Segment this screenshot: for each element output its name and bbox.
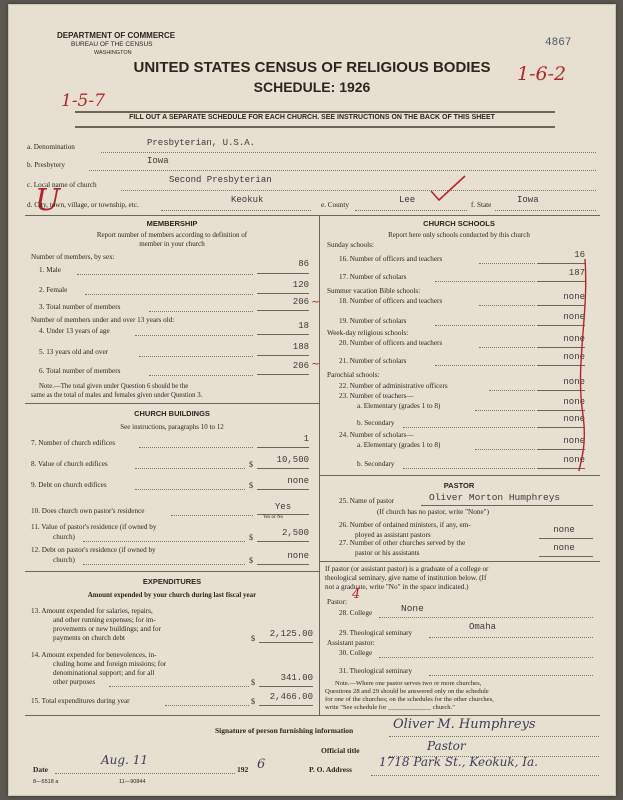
q14-dollar: $ <box>251 678 255 687</box>
buildings-subtitle: See instructions, paragraphs 10 to 12 <box>120 423 224 431</box>
form-number-2: 11—90844 <box>119 779 146 785</box>
q11-value: 2,500 <box>281 528 309 538</box>
stamp-number: 4867 <box>545 37 572 49</box>
census-schedule-sheet <box>8 4 616 796</box>
bureau-name: BUREAU OF THE CENSUS <box>71 41 153 48</box>
presbytery-label: b. Presbytery <box>27 161 65 169</box>
q17-value: 187 <box>568 268 585 278</box>
date-label: Date <box>33 765 48 774</box>
red-code-left: 1-5-7 <box>61 91 105 111</box>
presbytery-value: Iowa <box>147 156 169 166</box>
q11-dollar: $ <box>249 533 253 542</box>
q14-label-3: denominational support; and for all <box>53 669 155 677</box>
q3-value: 206 <box>292 297 309 307</box>
q9-label: 9. Debt on church edifices <box>31 481 107 489</box>
q28-label: 28. College <box>339 609 373 617</box>
q1-label: 1. Male <box>39 266 61 274</box>
q23a-label: a. Elementary (grades 1 to 8) <box>357 402 441 410</box>
graduate-instruction-2: theological seminary, give name of institution below. (If <box>325 574 487 582</box>
q1-value: 86 <box>298 259 309 269</box>
q8-label: 8. Value of church edifices <box>31 460 108 468</box>
q15-value: 2,466.00 <box>269 692 313 702</box>
form-title: UNITED STATES CENSUS OF RELIGIOUS BODIES <box>133 59 491 76</box>
red-tick-q6: ~ <box>311 357 321 370</box>
q2-label: 2. Female <box>39 286 68 294</box>
q9-dollar: $ <box>249 481 253 490</box>
q11-label: 11. Value of pastor's residence (if owned by <box>31 523 157 531</box>
po-address-label: P. O. Address <box>309 765 352 774</box>
q21-value: none <box>563 352 585 362</box>
city-label: d. City, town, village, or township, etc. <box>27 201 139 209</box>
membership-title: MEMBERSHIP <box>146 219 198 228</box>
q14-label-4: other purposes <box>53 678 96 686</box>
year-prefix: 192 <box>237 765 249 774</box>
q15-dollar: $ <box>251 697 255 706</box>
q18-value: none <box>563 292 585 302</box>
weekday-schools-label: Week-day religious schools: <box>327 329 409 337</box>
q24a-label: a. Elementary (grades 1 to 8) <box>357 441 441 449</box>
q23b-value: none <box>563 414 585 424</box>
expenditures-title: EXPENDITURES <box>142 577 202 586</box>
q4-label: 4. Under 13 years of age <box>39 327 110 335</box>
county-label: e. County <box>321 201 349 209</box>
pastor-note-2: Questions 28 and 29 should be answered only on the schedule <box>325 688 489 695</box>
q23b-label: b. Secondary <box>357 419 395 427</box>
official-title-label: Official title <box>321 746 360 755</box>
pastor-note-1: Note.—Where one pastor serves two or more churches, <box>335 680 482 687</box>
members-by-age-label: Number of members under and over 13 years old: <box>31 316 175 324</box>
q12-label-2: church) <box>53 556 75 564</box>
q23-label: 23. Number of teachers— <box>339 392 414 400</box>
q13-value: 2,125.00 <box>269 629 313 639</box>
q8-value: 10,500 <box>276 455 309 465</box>
red-strike-line <box>569 255 599 475</box>
county-value: Lee <box>399 195 416 205</box>
red-code-right: 1-6-2 <box>517 63 567 85</box>
q14-value: 341.00 <box>280 673 313 683</box>
q29-label: 29. Theological seminary <box>339 629 413 637</box>
q15-label: 15. Total expenditures during year <box>31 697 130 705</box>
q26-label-2: ployed as assistant pastors <box>355 531 431 539</box>
date-value: Aug. 11 <box>101 753 148 767</box>
pastor-note-3: for one of the churches; on the schedules for the other churches, <box>325 696 494 703</box>
expenditures-subtitle: Amount expended by your church during last fiscal year <box>87 591 257 599</box>
q24b-value: none <box>563 455 585 465</box>
q5-value: 188 <box>292 342 309 352</box>
schedule-year: SCHEDULE: 1926 <box>253 79 371 95</box>
q25-label: 25. Name of pastor <box>339 497 395 505</box>
q26-value: none <box>553 525 575 535</box>
q29-value: Omaha <box>469 622 497 632</box>
q28-value: None <box>401 603 424 614</box>
q27-label-2: pastor or his assistants <box>355 549 420 557</box>
denomination-label: a. Denomination <box>27 143 75 151</box>
summer-schools-label: Summer vacation Bible schools: <box>327 287 421 295</box>
membership-note-2: same as the total of males and females given under Question 3. <box>31 392 203 399</box>
q22-value: none <box>563 377 585 387</box>
q10-note: Yes or No <box>263 515 284 520</box>
po-address-value: 1718 Park St., Keokuk, Ia. <box>379 755 538 769</box>
city-value: Keokuk <box>231 195 264 205</box>
q6-label: 6. Total number of members <box>39 367 121 375</box>
q11-label-2: church) <box>53 533 75 541</box>
graduate-instruction-3: not a graduate, write "No" in the space indicated.) <box>325 583 469 591</box>
q16-value: 16 <box>574 250 585 260</box>
q23a-value: none <box>563 397 585 407</box>
signature-label: Signature of person furnishing information <box>215 726 354 735</box>
church-name-label: c. Local name of church <box>27 181 97 189</box>
pastor-title: PASTOR <box>443 481 475 490</box>
q24-label: 24. Number of scholars— <box>339 431 414 439</box>
q26-label: 26. Number of ordained ministers, if any, em- <box>339 521 471 529</box>
q13-label-4: payments on church debt <box>53 634 126 642</box>
form-number: 8—5518 a <box>33 779 59 785</box>
red-mark-pastor: 4 <box>352 587 361 602</box>
q10-value: Yes <box>274 502 292 512</box>
state-label: f. State <box>471 201 492 209</box>
red-check-mark <box>429 173 469 203</box>
schools-title: CHURCH SCHOOLS <box>423 219 495 228</box>
q24b-label: b. Secondary <box>357 460 395 468</box>
q13-dollar: $ <box>251 634 255 643</box>
q4-value: 18 <box>298 321 309 331</box>
assistant-pastor-label: Assistant pastor: <box>327 639 375 647</box>
q19-value: none <box>563 312 585 322</box>
q2-value: 120 <box>292 280 309 290</box>
q12-value: none <box>287 551 309 561</box>
church-name-value: Second Presbyterian <box>169 175 272 185</box>
official-title-value: Pastor <box>427 739 466 753</box>
city-name: WASHINGTON <box>94 50 132 56</box>
red-tick-q3: ~ <box>311 295 321 308</box>
pastor-note-4: write "See schedule for _____________ church." <box>325 704 455 711</box>
graduate-instruction-1: If pastor (or assistant pastor) is a graduate of a college or <box>325 565 489 573</box>
q18-label: 18. Number of officers and teachers <box>339 297 443 305</box>
q25-instruction: (If church has no pastor, write "None") <box>377 508 489 516</box>
q16-label: 16. Number of officers and teachers <box>339 255 443 263</box>
q31-label: 31. Theological seminary <box>339 667 413 675</box>
q14-label: 14. Amount expended for benevolences, in- <box>31 651 157 659</box>
q25-value: Oliver Morton Humphreys <box>429 492 561 503</box>
year-value: 6 <box>257 757 266 772</box>
q20-value: none <box>563 334 585 344</box>
q3-label: 3. Total number of members <box>39 303 121 311</box>
q24a-value: none <box>563 436 585 446</box>
membership-intro-2: member in your church <box>139 240 205 248</box>
q21-label: 21. Number of scholars <box>339 357 407 365</box>
q27-label: 27. Number of other churches served by the <box>339 539 466 547</box>
parochial-schools-label: Parochial schools: <box>327 371 380 379</box>
q13-label: 13. Amount expended for salaries, repairs, <box>31 607 153 615</box>
membership-intro: Report number of members according to definition of <box>96 231 248 239</box>
q22-label: 22. Number of administrative officers <box>339 382 448 390</box>
q9-value: none <box>287 476 309 486</box>
q12-dollar: $ <box>249 556 253 565</box>
q14-label-2: cluding home and foreign missions; for <box>53 660 167 668</box>
dept-name: DEPARTMENT OF COMMERCE <box>57 31 176 40</box>
q6-value: 206 <box>292 361 309 371</box>
form-instruction: FILL OUT A SEPARATE SCHEDULE FOR EACH CHURCH. SEE INSTRUCTIONS ON THE BACK OF THIS SHEET <box>129 114 495 121</box>
q13-label-2: and other running expenses; for im- <box>53 616 156 624</box>
red-margin-mark: U <box>35 183 61 218</box>
q8-dollar: $ <box>249 460 253 469</box>
q30-label: 30. College <box>339 649 373 657</box>
signature-value: Oliver M. Humphreys <box>393 717 536 732</box>
sunday-schools-label: Sunday schools: <box>327 241 374 249</box>
members-by-sex-label: Number of members, by sex: <box>31 253 115 261</box>
denomination-value: Presbyterian, U.S.A. <box>147 138 256 148</box>
q17-label: 17. Number of scholars <box>339 273 407 281</box>
q12-label: 12. Debt on pastor's residence (if owned by <box>31 546 156 554</box>
q19-label: 19. Number of scholars <box>339 317 407 325</box>
buildings-title: CHURCH BUILDINGS <box>134 409 210 418</box>
q7-label: 7. Number of church edifices <box>31 439 116 447</box>
q7-value: 1 <box>303 434 309 444</box>
q27-value: none <box>553 543 575 553</box>
q20-label: 20. Number of officers and teachers <box>339 339 443 347</box>
q10-label: 10. Does church own pastor's residence <box>31 507 145 515</box>
pastor-sub-label: Pastor: <box>327 598 347 606</box>
state-value: Iowa <box>517 195 539 205</box>
schools-intro: Report here only schools conducted by this church <box>388 231 530 239</box>
q5-label: 5. 13 years old and over <box>39 348 109 356</box>
membership-note: Note.—The total given under Question 6 should be the <box>39 383 189 390</box>
q13-label-3: provements or new buildings; and for <box>53 625 161 633</box>
